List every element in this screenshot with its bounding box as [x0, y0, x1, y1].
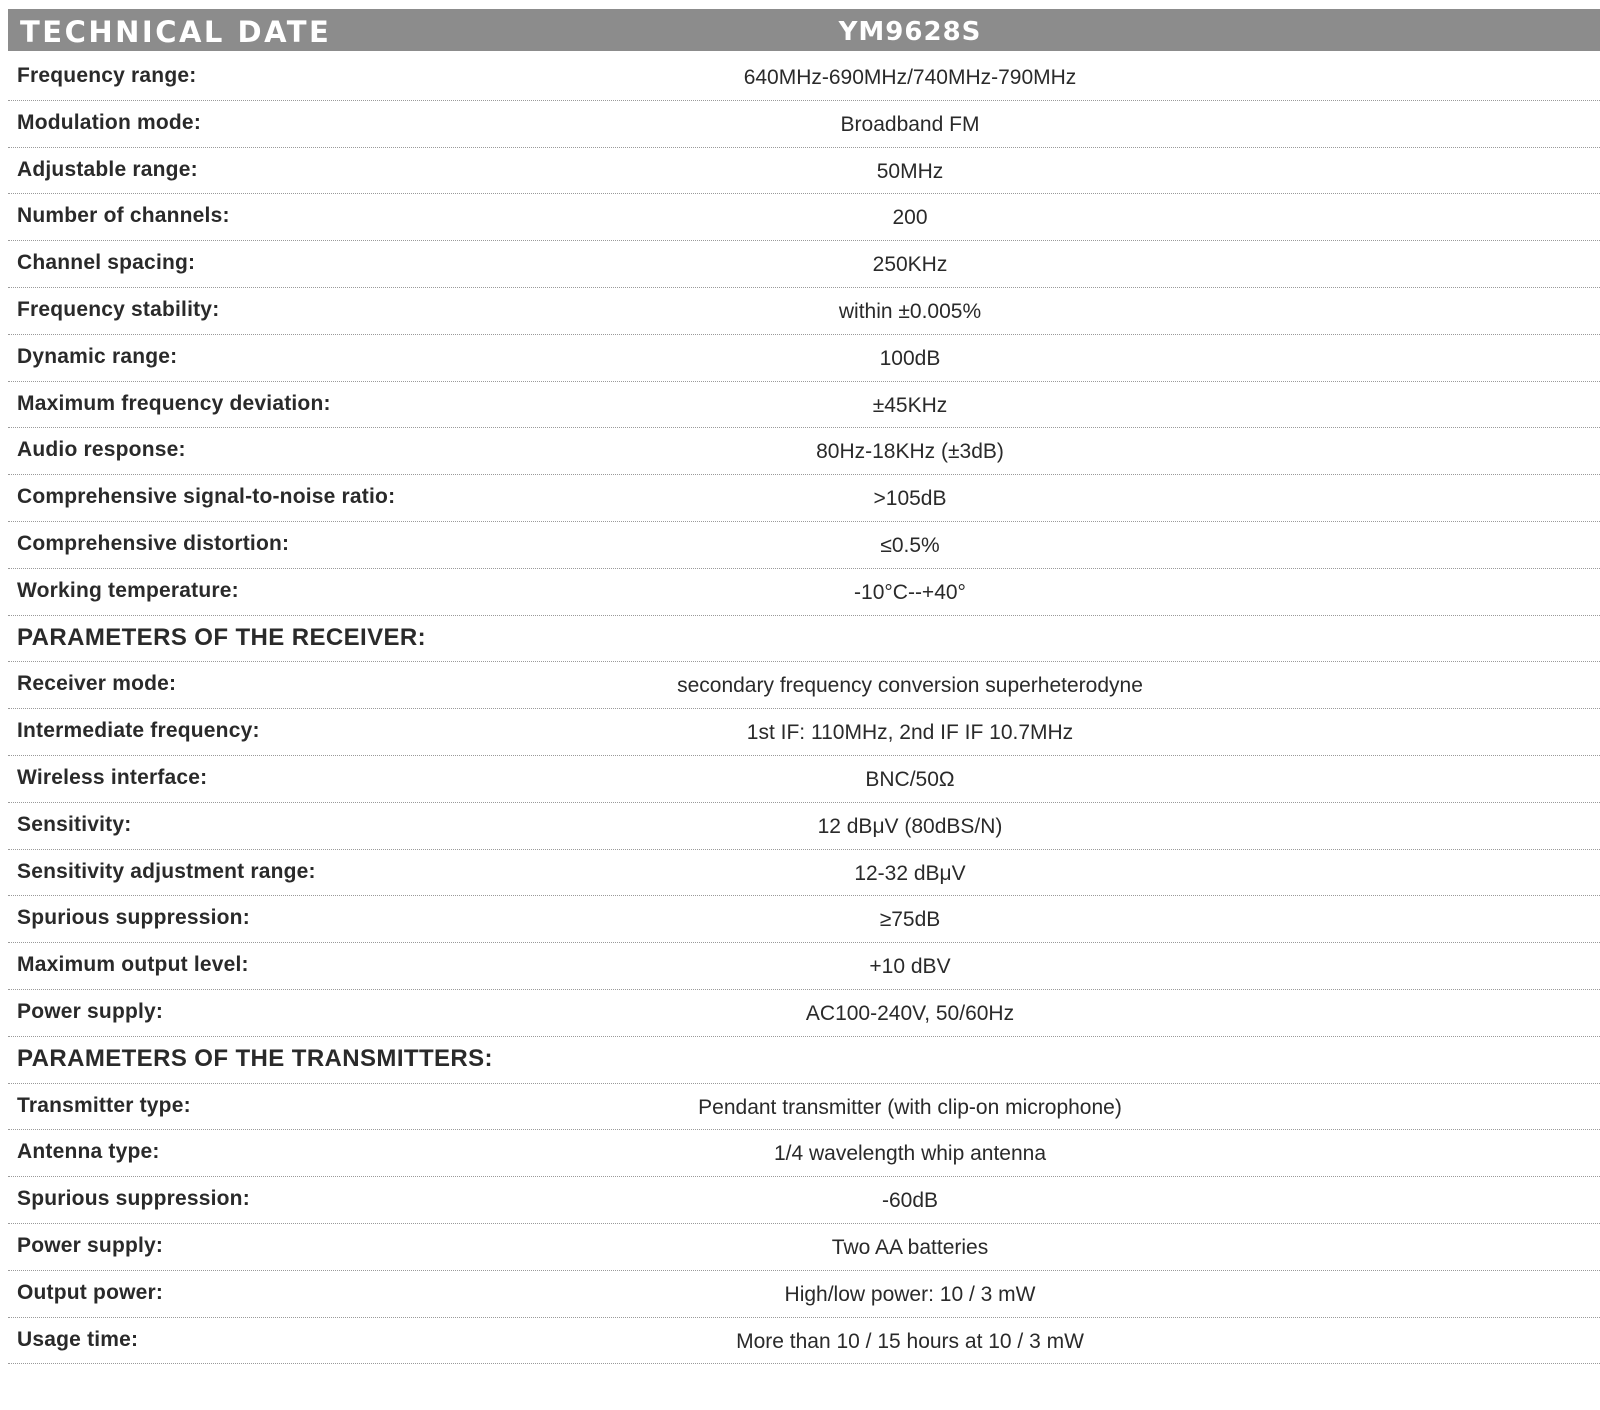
spec-value: ±45KHz — [872, 393, 948, 417]
spec-value: BNC/50Ω — [865, 767, 955, 791]
spec-label: Comprehensive distortion: — [17, 531, 290, 555]
spec-row — [8, 148, 1600, 195]
spec-label: Maximum frequency deviation: — [17, 391, 331, 415]
spec-label: Antenna type: — [17, 1140, 160, 1164]
spec-row — [8, 662, 1600, 709]
spec-row — [8, 1318, 1600, 1365]
spec-row — [8, 896, 1600, 943]
spec-label: Adjustable range: — [17, 157, 198, 181]
spec-value: 100dB — [879, 346, 941, 370]
spec-row — [8, 803, 1600, 850]
spec-label: Audio response: — [17, 438, 186, 462]
spec-label: Power supply: — [17, 999, 164, 1023]
spec-row — [8, 475, 1600, 522]
spec-row — [8, 709, 1600, 756]
spec-row — [8, 990, 1600, 1037]
spec-row — [8, 335, 1600, 382]
spec-label: Power supply: — [17, 1233, 164, 1257]
spec-value: 1/4 wavelength whip antenna — [773, 1142, 1047, 1166]
spec-label: Intermediate frequency: — [17, 719, 260, 743]
spec-sheet — [8, 9, 1600, 1364]
spec-value: secondary frequency conversion superheterodyne — [677, 674, 1143, 698]
spec-value: 80Hz-18KHz (±3dB) — [816, 440, 1004, 464]
spec-row — [8, 1130, 1600, 1177]
header-bar — [8, 9, 1600, 51]
spec-value: More than 10 / 15 hours at 10 / 3 mW — [736, 1329, 1084, 1353]
spec-label: Frequency stability: — [17, 297, 220, 321]
section-heading: PARAMETERS OF THE RECEIVER: — [17, 623, 427, 651]
spec-label: Comprehensive signal-to-noise ratio: — [17, 485, 396, 509]
spec-label: Sensitivity: — [17, 812, 132, 836]
spec-value: +10 dBV — [869, 955, 951, 979]
spec-table — [8, 54, 1600, 1364]
spec-row — [8, 1084, 1600, 1131]
spec-label: Output power: — [17, 1280, 164, 1304]
spec-value: within ±0.005% — [838, 299, 982, 323]
spec-label: Frequency range: — [17, 64, 197, 87]
section-heading-receiver — [8, 616, 1600, 663]
spec-row — [8, 382, 1600, 429]
spec-value: 12 dBμV (80dBS/N) — [817, 814, 1003, 838]
spec-label: Transmitter type: — [17, 1093, 191, 1117]
spec-value: ≤0.5% — [880, 533, 940, 557]
spec-row — [8, 1271, 1600, 1318]
spec-value: -10°C--+40° — [854, 580, 966, 604]
spec-value: >105dB — [873, 487, 947, 511]
spec-value: 200 — [892, 206, 928, 230]
spec-label: Modulation mode: — [17, 110, 202, 134]
spec-label: Spurious suppression: — [17, 906, 250, 930]
section-heading-transmitters — [8, 1037, 1600, 1084]
spec-row — [8, 241, 1600, 288]
spec-value: 640MHz-690MHz/740MHz-790MHz — [743, 66, 1077, 89]
spec-row — [8, 850, 1600, 897]
spec-label: Sensitivity adjustment range: — [17, 859, 316, 883]
spec-row — [8, 756, 1600, 803]
spec-row — [8, 288, 1600, 335]
spec-row — [8, 54, 1600, 101]
header-title: TECHNICAL DATE — [20, 15, 332, 49]
spec-value: 1st IF: 110MHz, 2nd IF IF 10.7MHz — [746, 721, 1074, 745]
spec-value: High/low power: 10 / 3 mW — [784, 1282, 1036, 1306]
spec-value: 50MHz — [876, 159, 944, 183]
spec-value: Broadband FM — [840, 112, 980, 136]
spec-row — [8, 194, 1600, 241]
spec-row — [8, 522, 1600, 569]
spec-row — [8, 101, 1600, 148]
spec-row — [8, 1177, 1600, 1224]
spec-value: 250KHz — [872, 253, 948, 277]
spec-label: Channel spacing: — [17, 251, 196, 275]
spec-label: Number of channels: — [17, 204, 230, 228]
spec-label: Receiver mode: — [17, 672, 177, 696]
spec-value: -60dB — [881, 1189, 939, 1213]
section-heading: PARAMETERS OF THE TRANSMITTERS: — [17, 1044, 493, 1072]
spec-label: Spurious suppression: — [17, 1187, 250, 1211]
spec-value: Pendant transmitter (with clip-on microphone) — [698, 1095, 1122, 1119]
spec-value: ≥75dB — [879, 908, 941, 932]
spec-label: Usage time: — [17, 1327, 139, 1351]
spec-value: 12-32 dBμV — [854, 861, 966, 885]
spec-label: Maximum output level: — [17, 953, 249, 977]
spec-row — [8, 1224, 1600, 1271]
spec-value: AC100-240V, 50/60Hz — [805, 1001, 1015, 1025]
spec-row — [8, 943, 1600, 990]
spec-label: Wireless interface: — [17, 765, 208, 789]
spec-row — [8, 428, 1600, 475]
header-model: YM9628S — [838, 17, 982, 47]
spec-row — [8, 569, 1600, 616]
spec-label: Dynamic range: — [17, 344, 178, 368]
spec-label: Working temperature: — [17, 578, 239, 602]
spec-value: Two AA batteries — [831, 1235, 989, 1259]
